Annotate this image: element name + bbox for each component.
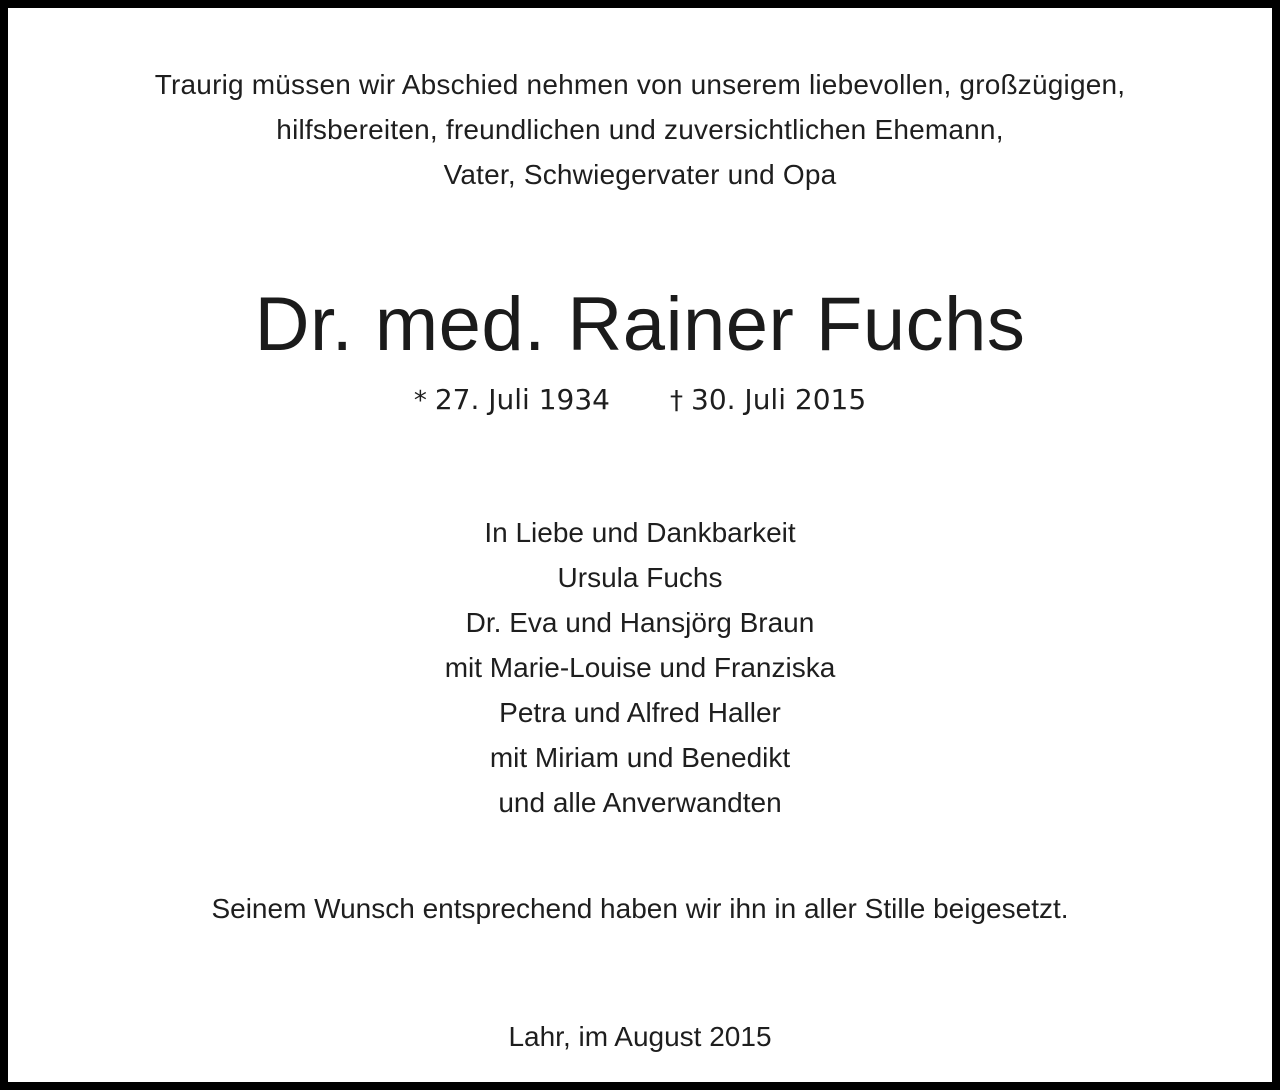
- intro-line: Traurig müssen wir Abschied nehmen von unserem liebevollen, großzügigen,: [154, 69, 1126, 100]
- family-signatures: [8, 510, 1272, 825]
- family-line: und alle Anverwandten: [498, 787, 782, 818]
- family-line: In Liebe und Dankbarkeit: [484, 517, 796, 548]
- birth-date: 27. Juli 1934: [434, 383, 610, 416]
- family-line: Dr. Eva und Hansjörg Braun: [465, 607, 815, 638]
- place-and-date: Lahr, im August 2015: [508, 1021, 772, 1052]
- family-line: mit Marie-Louise und Franziska: [444, 652, 836, 683]
- intro-line: Vater, Schwiegervater und Opa: [443, 159, 837, 190]
- family-line: Petra und Alfred Haller: [499, 697, 781, 728]
- deceased-name: Dr. med. Rainer Fuchs: [254, 282, 1026, 367]
- intro-text: [8, 62, 1272, 197]
- burial-note: Seinem Wunsch entsprechend haben wir ihn in aller Stille beigesetzt.: [211, 893, 1069, 924]
- family-line: mit Miriam und Benedikt: [489, 742, 791, 773]
- intro-line: hilfsbereiten, freundlichen und zuversichtlichen Ehemann,: [276, 114, 1004, 145]
- birth-star-icon: *: [413, 386, 427, 416]
- death-cross-icon: †: [670, 386, 683, 416]
- life-dates: [8, 380, 1272, 421]
- family-line: Ursula Fuchs: [557, 562, 723, 593]
- death-date: 30. Juli 2015: [691, 383, 867, 416]
